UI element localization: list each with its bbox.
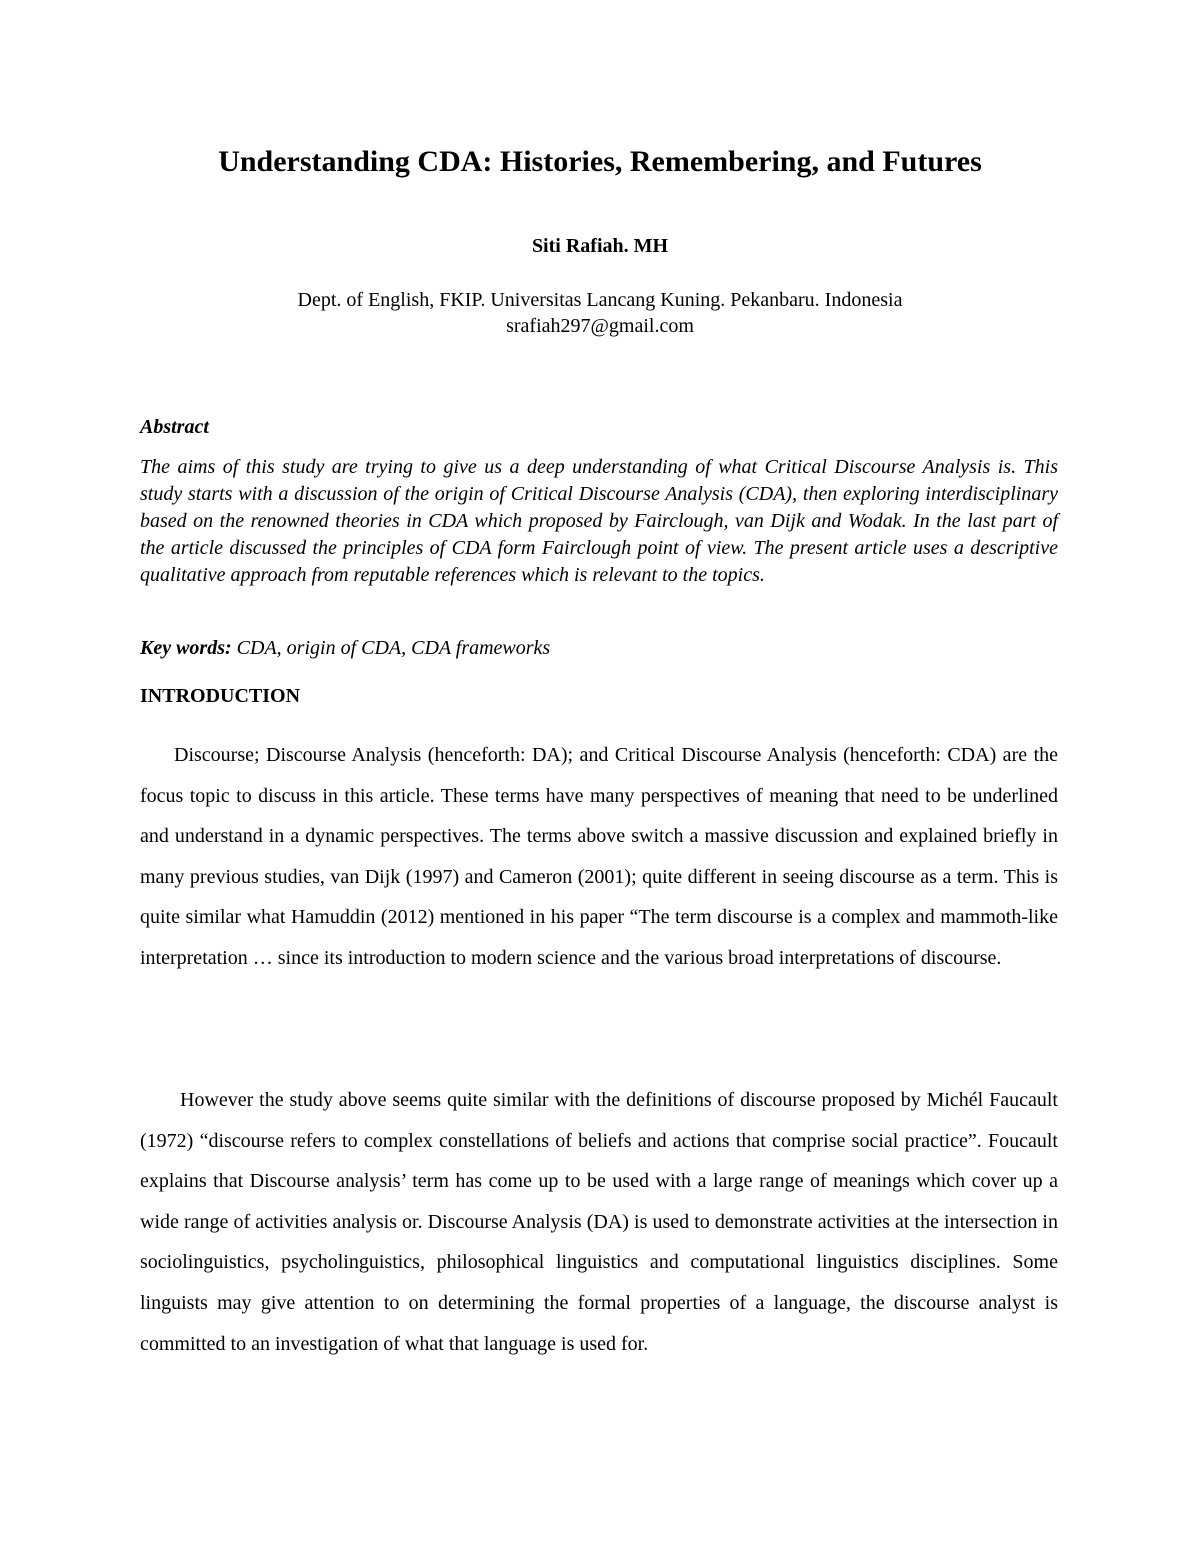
- author-affiliation: [0, 287, 1200, 339]
- abstract-heading: Abstract: [140, 416, 209, 438]
- author-name: Siti Rafiah. MH: [531, 235, 669, 257]
- paper-title: Understanding CDA: Histories, Remembering, and Futures: [218, 145, 982, 178]
- keywords-text: CDA, origin of CDA, CDA frameworks: [236, 637, 551, 659]
- keywords-label: Key words:: [140, 637, 232, 659]
- abstract-text: The aims of this study are trying to give us a deep understanding of what Critical Discourse Analysis is. This study starts with a discussion of the origin of Critical Discourse Analysis (CDA), then exploring interdisciplinary based on the renowned theories in CDA which proposed by Fairclough, van Dijk and Wodak. In the last part of the article discussed the principles of CDA form Fairclough point of view. The present article uses a descriptive qualitative approach from reputable references which is relevant to the topics.: [140, 456, 1058, 586]
- introduction-paragraph-1: Discourse; Discourse Analysis (henceforth: DA); and Critical Discourse Analysis (henceforth: CDA) are the focus topic to discuss in this article. These terms have many perspectives of meaning that need to be underlined and understand in a dynamic perspectives. The terms above switch a massive discussion and explained briefly in many previous studies, van Dijk (1997) and Cameron (2001); quite different in seeing discourse as a term. This is quite similar what Hamuddin (2012) mentioned in his paper “The term discourse is a complex and mammoth-like interpretation … since its introduction to modern science and the various broad interpretations of discourse.: [140, 744, 1058, 969]
- introduction-paragraph-2: However the study above seems quite similar with the definitions of discourse proposed by Michél Faucault (1972) “discourse refers to complex constellations of beliefs and actions that comprise social practice”. Foucault explains that Discourse analysis’ term has come up to be used with a large range of meanings which cover up a wide range of activities analysis or. Discourse Analysis (DA) is used to demonstrate activities at the intersection in sociolinguistics, psycholinguistics, philosophical linguistics and computational linguistics disciplines. Some linguists may give attention to on determining the formal properties of a language, the discourse analyst is committed to an investigation of what that language is used for.: [140, 1089, 1058, 1355]
- department-line: Dept. of English, FKIP. Universitas Lancang Kuning. Pekanbaru. Indonesia: [297, 289, 903, 311]
- keywords-line: [140, 636, 1058, 660]
- introduction-heading: INTRODUCTION: [140, 685, 301, 707]
- email-line: srafiah297@gmail.com: [506, 315, 694, 337]
